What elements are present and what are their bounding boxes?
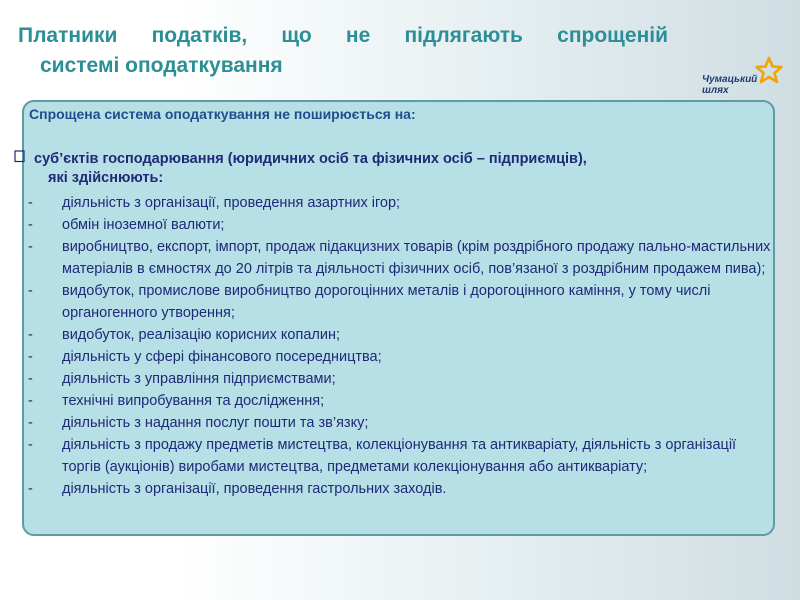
checkbox-bullet-icon [14,150,34,169]
list-item [28,346,773,368]
list-item [28,192,773,214]
logo-line-1: Чумацький [702,74,758,85]
list-item-text: видобуток, реалізацію корисних копалин; [62,327,340,343]
star-icon [754,56,784,84]
list-dash: - [28,327,33,343]
subject-paragraph [14,150,759,188]
list-item [28,368,773,390]
subject-text [34,150,754,188]
list-dash: - [28,415,33,431]
subject-line-1: суб’єктів господарювання (юридичних осіб та фізичних осіб – підприємців), [34,151,587,167]
list-item-text: технічні випробування та дослідження; [62,393,325,409]
list-dash: - [28,195,33,211]
list-item-text: діяльність з управління підприємствами; [62,371,336,387]
list-item-text: обмін іноземної валюти; [62,217,225,233]
list-item-text: діяльність з організації, проведення гастрольних заходів. [62,481,447,497]
list-item [28,324,773,346]
list-dash: - [28,437,33,453]
list-item-text: видобуток, промислове виробництво дорогоцінних металів і дорогоцінного каміння, у тому числі органогенного утворення; [62,283,711,321]
list-item-text: діяльність у сфері фінансового посередництва; [62,349,382,365]
logo-wordmark [702,74,757,96]
list-dash: - [28,283,33,299]
list-item [28,412,773,434]
list-item-text: діяльність з продажу предметів мистецтва, колекціонування та антикваріату, діяльність з організації торгів (аукціонів) виробами мистецтва, предметами колекціонування або антикваріату; [62,437,737,475]
list-dash: - [28,481,33,497]
list-item-text: діяльність з надання послуг пошти та зв’язку; [62,415,369,431]
logo-line-2: шлях [702,85,729,96]
list-item [28,280,773,324]
list-item-text: виробництво, експорт, імпорт, продаж підакцизних товарів (крім роздрібного продажу пально-мастильних матеріалів в ємностях до 20 літрів та діяльності фізичних осіб, пов’язаної з роздрібним продажем пива); [62,239,771,277]
list-item [28,434,773,478]
chumatskyi-shliakh-logo [702,56,792,100]
activity-list [28,192,773,500]
list-dash: - [28,239,33,255]
list-dash: - [28,349,33,365]
list-dash: - [28,393,33,409]
subject-line-2: які здійснюють: [48,170,164,186]
list-dash: - [28,217,33,233]
list-item [28,478,773,500]
list-item [28,236,773,280]
list-dash: - [28,371,33,387]
slide-title: Платники податків, що не підлягають спрощеній [18,24,668,47]
panel-heading: Спрощена система оподаткування не поширюється на: [29,106,416,122]
list-item [28,214,773,236]
list-item [28,390,773,412]
list-item-text: діяльність з організації, проведення азартних ігор; [62,195,401,211]
slide-title-continued: системі оподаткування [40,54,283,77]
